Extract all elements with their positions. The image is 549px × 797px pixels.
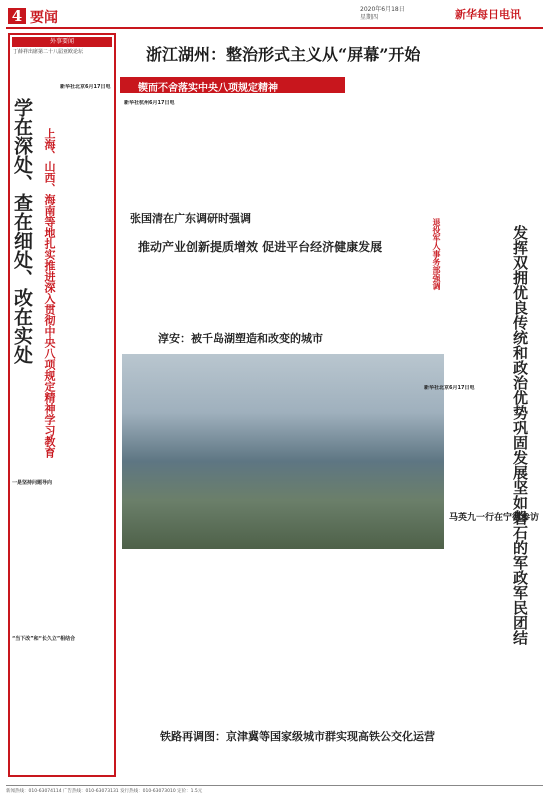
page-section-title: 要闻 <box>30 10 58 26</box>
story2-col-3 <box>320 258 420 328</box>
main-dateline: 新华社杭州6月17日电 <box>124 100 175 106</box>
photo-story-col-1 <box>124 553 219 723</box>
left-dateline: 新华社北京6月17日电 <box>60 84 111 90</box>
story2-col-1 <box>124 258 219 328</box>
left-box-subtitle: 丁薛祥出席第二十八届亚欧论坛 <box>13 49 84 55</box>
left-box-label: 外事要闻 <box>12 37 112 47</box>
left-section-1: 一是坚持问题导向 <box>12 480 53 486</box>
main-story-col-1 <box>124 100 219 200</box>
left-headline: 学在深处、查在细处、改在实处 <box>11 98 33 364</box>
photo-story-col-3 <box>320 553 420 723</box>
left-body-text-top <box>60 84 112 384</box>
story2-headline: 推动产业创新提质增效 促进平台经济健康发展 <box>138 240 383 254</box>
left-section-2: “当下改”和“长久立”相结合 <box>12 636 76 642</box>
left-body-text-bottom <box>12 385 112 765</box>
right-feature-text <box>424 525 542 780</box>
photo-story-col-2 <box>222 553 317 723</box>
main-headline: 浙江湖州：整治形式主义从“屏幕”开始 <box>146 45 421 64</box>
red-banner <box>120 77 345 93</box>
story2-col-2 <box>222 258 317 328</box>
date-line: 2020年6月18日 <box>360 6 405 13</box>
right-top-text <box>424 40 542 210</box>
main-story-col-3 <box>320 50 420 200</box>
page-footer: 新闻热线：010-63074114 广告热线：010-63073131 发行热线：010-63073010 定价：1.5元 <box>6 785 543 794</box>
header-rule <box>6 27 543 29</box>
paper-name: 新华每日电讯 <box>455 8 521 21</box>
main-story-col-2 <box>222 100 317 200</box>
weekday-line: 星期四 <box>360 14 379 21</box>
story2-kicker: 张国清在广东调研时强调 <box>130 212 251 225</box>
issue-date <box>360 6 405 22</box>
red-banner-text: 锲而不舍落实中央八项规定精神 <box>138 83 278 94</box>
right-feature-title: 马英九一行在宁德参访 <box>449 513 540 523</box>
right-dateline: 新华社北京6月17日电 <box>424 385 475 391</box>
left-subheadline: 上海、山西、海南等地扎实推进深入贯彻中央八项规定精神学习教育 <box>43 128 56 458</box>
page-number: 4 <box>8 8 26 24</box>
bottom-headline: 铁路再调图：京津冀等国家级城市群实现高铁公交化运营 <box>160 730 435 743</box>
right-story-text <box>424 385 542 505</box>
bottom-story-text <box>124 745 419 783</box>
right-headline: 发挥双拥优良传统和政治优势巩固发展坚如磐石的军政军民团结 <box>511 225 529 645</box>
right-kicker: 退役军人事务部强调 <box>432 218 442 290</box>
photo-title: 淳安：被千岛湖塑造和改变的城市 <box>158 332 323 345</box>
lake-city-photo <box>122 354 444 549</box>
